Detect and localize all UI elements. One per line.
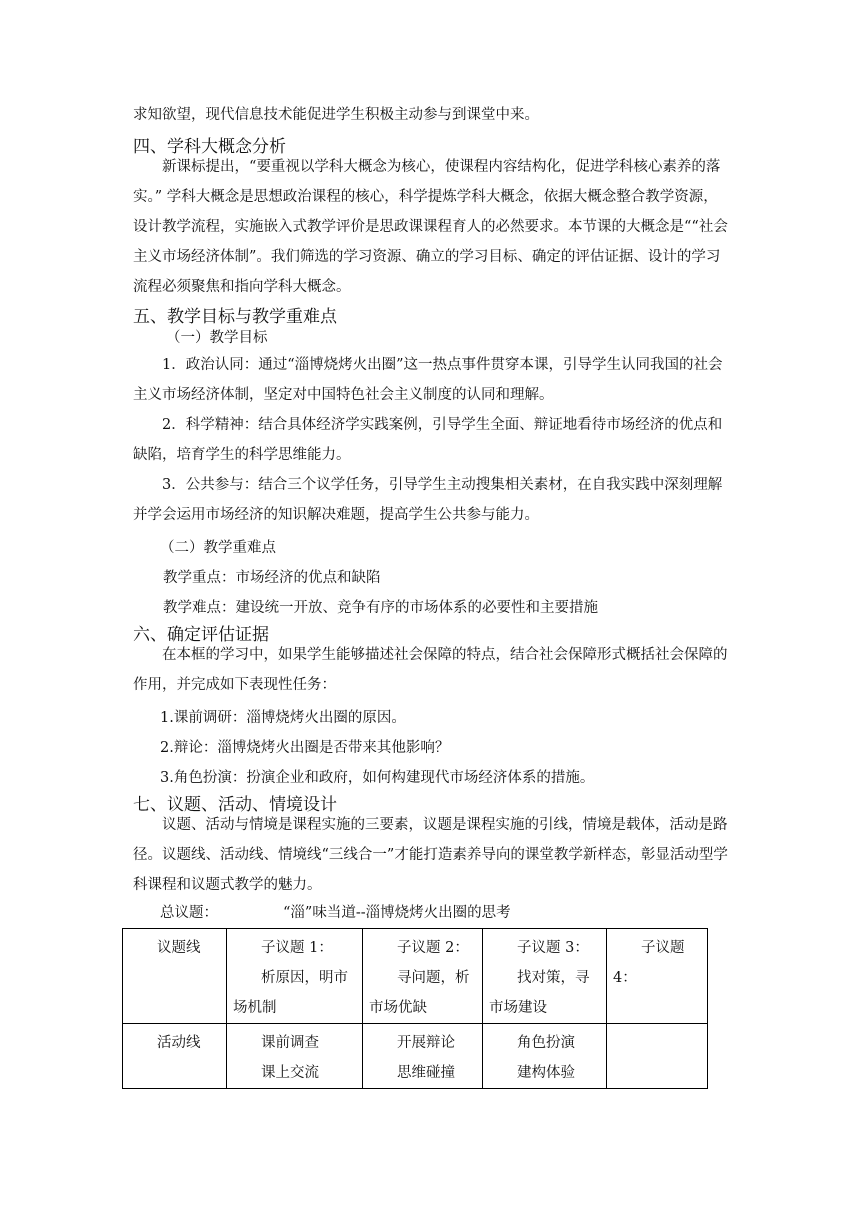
section-4-paragraph: 新课标提出，“要重视以学科大概念为核心，使课程内容结构化，促进学科核心素养的落实。” 学科大概念是思想政治课程的核心，科学提炼学科大概念，依据大概念整合教学资源，设计教学流程，实施嵌入式教学评价是思政课课程育人的必然要求。本节课的大概念是““社会主义市场经济体制”。我们筛选的学习资源、确立的学习目标、确定的评估证据、设计的学习流程必须聚焦和指向学科大概念。 [133, 159, 728, 295]
task-1: 1.课前调研：淄博烧烤火出圈的原因。 [160, 710, 406, 726]
section-7-heading: 七、议题、活动、情境设计 [133, 795, 337, 815]
activity-1-line2: 课上交流 [261, 1065, 319, 1081]
sub-topic-4-line2: 4： [613, 970, 637, 986]
section-7-paragraph: 议题、活动与情境是课程实施的三要素，议题是课程实施的引线，情境是载体，活动是路径。议题线、活动线、情境线“三线合一”才能打造素养导向的课堂教学新样态，彰显活动型学科课程和议题式教学的魅力。 [133, 817, 728, 893]
table-cell [607, 929, 708, 1024]
table-cell [483, 1024, 607, 1089]
table-cell [123, 929, 227, 1024]
row-label-issue: 议题线 [157, 940, 201, 956]
goal-2: 2．科学精神：结合具体经济学实践案例，引导学生全面、辩证地看待市场经济的优点和缺陷，培育学生的科学思维能力。 [133, 417, 723, 463]
activity-1-line1: 课前调查 [261, 1035, 319, 1051]
table-cell [607, 1024, 708, 1089]
goal-3: 3．公共参与：结合三个议学任务，引导学生主动搜集相关素材，在自我实践中深刻理解并学会运用市场经济的知识解决难题，提高学生公共参与能力。 [133, 477, 723, 523]
topic-label: 总议题： [160, 905, 218, 921]
topic-text: “淄”味当道--淄博烧烤火出圈的思考 [283, 905, 511, 921]
activity-2-line1: 开展辩论 [397, 1035, 455, 1051]
table-row [123, 929, 708, 1024]
sub-topic-2-title: 子议题 2： [397, 940, 469, 956]
sub-topic-2-line2: 寻问题，析 [397, 970, 470, 986]
sub-topic-3-line3: 市场建设 [489, 1000, 547, 1016]
section-6-heading: 六、确定评估证据 [133, 625, 269, 645]
activity-2-line2: 思维碰撞 [397, 1065, 455, 1081]
section-5-sub1: （一）教学目标 [166, 330, 268, 346]
teaching-key-point: 教学重点：市场经济的优点和缺陷 [163, 570, 381, 586]
table-cell [227, 929, 363, 1024]
table-row [123, 1024, 708, 1089]
section-5-heading: 五、教学目标与教学重难点 [133, 307, 337, 327]
teaching-difficulty: 教学难点：建设统一开放、竞争有序的市场体系的必要性和主要措施 [163, 600, 598, 616]
goal-1: 1．政治认同：通过“淄博烧烤火出圈”这一热点事件贯穿本课，引导学生认同我国的社会主义市场经济体制，坚定对中国特色社会主义制度的认同和理解。 [133, 357, 723, 403]
task-3: 3.角色扮演：扮演企业和政府，如何构建现代市场经济体系的措施。 [160, 770, 595, 786]
table-cell [363, 929, 483, 1024]
table-cell [483, 929, 607, 1024]
sub-topic-1-title: 子议题 1： [261, 940, 333, 956]
table-cell [227, 1024, 363, 1089]
table-cell [123, 1024, 227, 1089]
section-5-sub2: （二）教学重难点 [160, 540, 276, 556]
sub-topic-3-line2: 找对策，寻 [517, 970, 590, 986]
sub-topic-1-line2: 析原因，明市 [261, 970, 348, 986]
row-label-activity: 活动线 [157, 1035, 201, 1051]
issue-activity-table [122, 928, 708, 1089]
section-4-heading: 四、学科大概念分析 [133, 137, 286, 157]
sub-topic-2-line3: 市场优缺 [369, 1000, 427, 1016]
activity-3-line2: 建构体验 [517, 1065, 575, 1081]
table-cell [363, 1024, 483, 1089]
sub-topic-1-line3: 场机制 [233, 1000, 277, 1016]
sub-topic-3-title: 子议题 3： [517, 940, 589, 956]
sub-topic-4-title: 子议题 [641, 940, 685, 956]
task-2: 2.辩论：淄博烧烤火出圈是否带来其他影响？ [160, 740, 450, 756]
activity-3-line1: 角色扮演 [517, 1035, 575, 1051]
section-6-paragraph: 在本框的学习中，如果学生能够描述社会保障的特点，结合社会保障形式概括社会保障的作用，并完成如下表现性任务： [133, 647, 728, 693]
intro-tail: 求知欲望，现代信息技术能促进学生积极主动参与到课堂中来。 [133, 107, 539, 123]
